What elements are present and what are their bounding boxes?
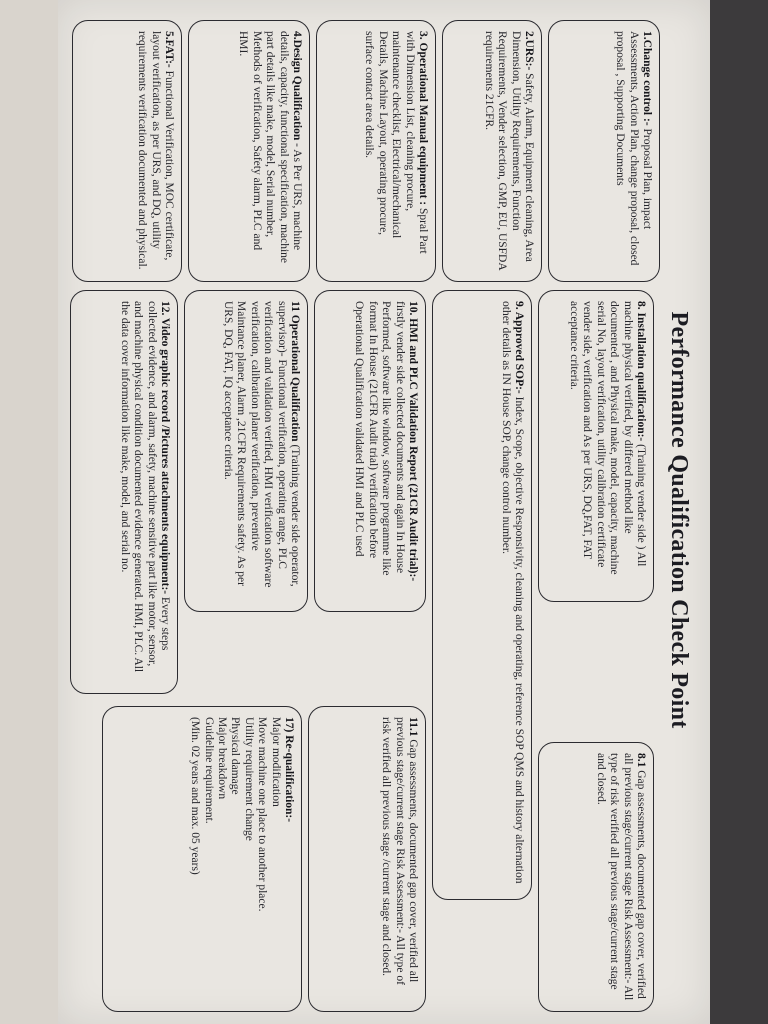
item-fat: 5.FAT:- Functional Verification, MOC certificate, layout verification, as per URS, and DQ, utility requirements verification documented and physical. [72,20,182,282]
item-operational-manual: 3. Operational Manual equipment : Spral Part with Dimension List, cleaning procure, maintenance checklist, Electrical/mechanical Details, Machine Layout, operating procure, surface contact area details. [316,20,436,282]
requal-line: Guideline requirement. [202,717,215,824]
requal-line: (Min. 02 years and max. 05 years) [189,717,202,875]
item-urs: 2.URS:- Safety, Alarm, Equipment cleaning, Area Dimension, Utility Requirements, Function Requirements, Vender selection, GMP, EU, USFDA requirements 21CFR. [442,20,542,282]
requal-line: Move machine one place to another place. [256,717,269,912]
requal-line: Major modification [269,717,282,807]
rotated-page [58,0,710,1024]
item-gap-assessment-11-1: 11.1 Gap assessments, documented gap cover, verified all previous stage/current stage Risk Assessment:- All type of risk verified all previous stage /current stage and closed. [308,706,426,1012]
item-requalification: 17) Re-qualification:- Major modification Move machine one place to another place. Utility requirement change Physical damage Major breakdown Guideline requirement. (Min. 02 years and max. 05 years) [102,706,302,1012]
item-design-qualification: 4.Design Qualification - As Per URS, machine details, capacity, functional specification, machine part details like make, model, Serial number, Methods of verification, Safety alarm, PLC and HMI. [188,20,310,282]
requal-line: Utility requirement change [242,717,255,841]
item-installation-qualification: 8. Installation qualification:- (Training vender side ) All machine physical verified, by differed method like documented , and Physical make, model, capacity, machine serial No, layout verification, utility calibration certificate vender side, verification and As per URS, DQ,FAT, FAT acceptance criteria. [538,290,654,602]
requal-line: Major breakdown [215,717,228,800]
item-change-control: 1.Change control :- Proposal Plan, impact Assessments, Action Plan, change proposal, closed proposal , Supporting Documents [548,20,660,282]
page-title: Performance Qualification Check Point [666,311,692,729]
item-video-graphic-record: 12. Video graphic record /Pictures attachments equipment:- Every steps collected evidence, and alarm, safety, machine sensitive part like motor, sensor, and machine physical condition documented evidence generated. HMI, PLC. All the data cover information like make, model, and serial no. [70,290,178,694]
item-operational-qualification: 11 Operational Qualification (Training vender side operator, supervisor)- Functional verification, operating range, PLC verification and validation verified, HMI verification software verification, calibration planer verification, preventive Maintance planer, Alarm ,21CFR Requirements safety. As per URS, DQ, FAT, IQ acceptance criteria. [184,290,308,612]
requal-line: Physical damage [229,717,242,795]
item-approved-sop: 9. Approved SOP:- Index, Scope, objective Responsivity, cleaning and operating, reference SOP QMS and history alternation other details as IN House SOP, change control number. [432,290,532,900]
item-gap-assessment-8-1: 8.1 Gap assessments, documented gap cover, verified all previous stage/current stage Risk Assessment:- All type of risk verified all previous stage/current stage and closed. [538,742,654,1012]
item-hmi-plc-validation: 10. HMI and PLC Validation Report (21CR Audit trial):- firstly vender side collected documents and again In House Performed, software like window, software programme like format In House (21CFR Audit trial) verification before Operational Qualification validated HMI and PLC used [314,290,426,612]
table-edge [710,0,768,1024]
